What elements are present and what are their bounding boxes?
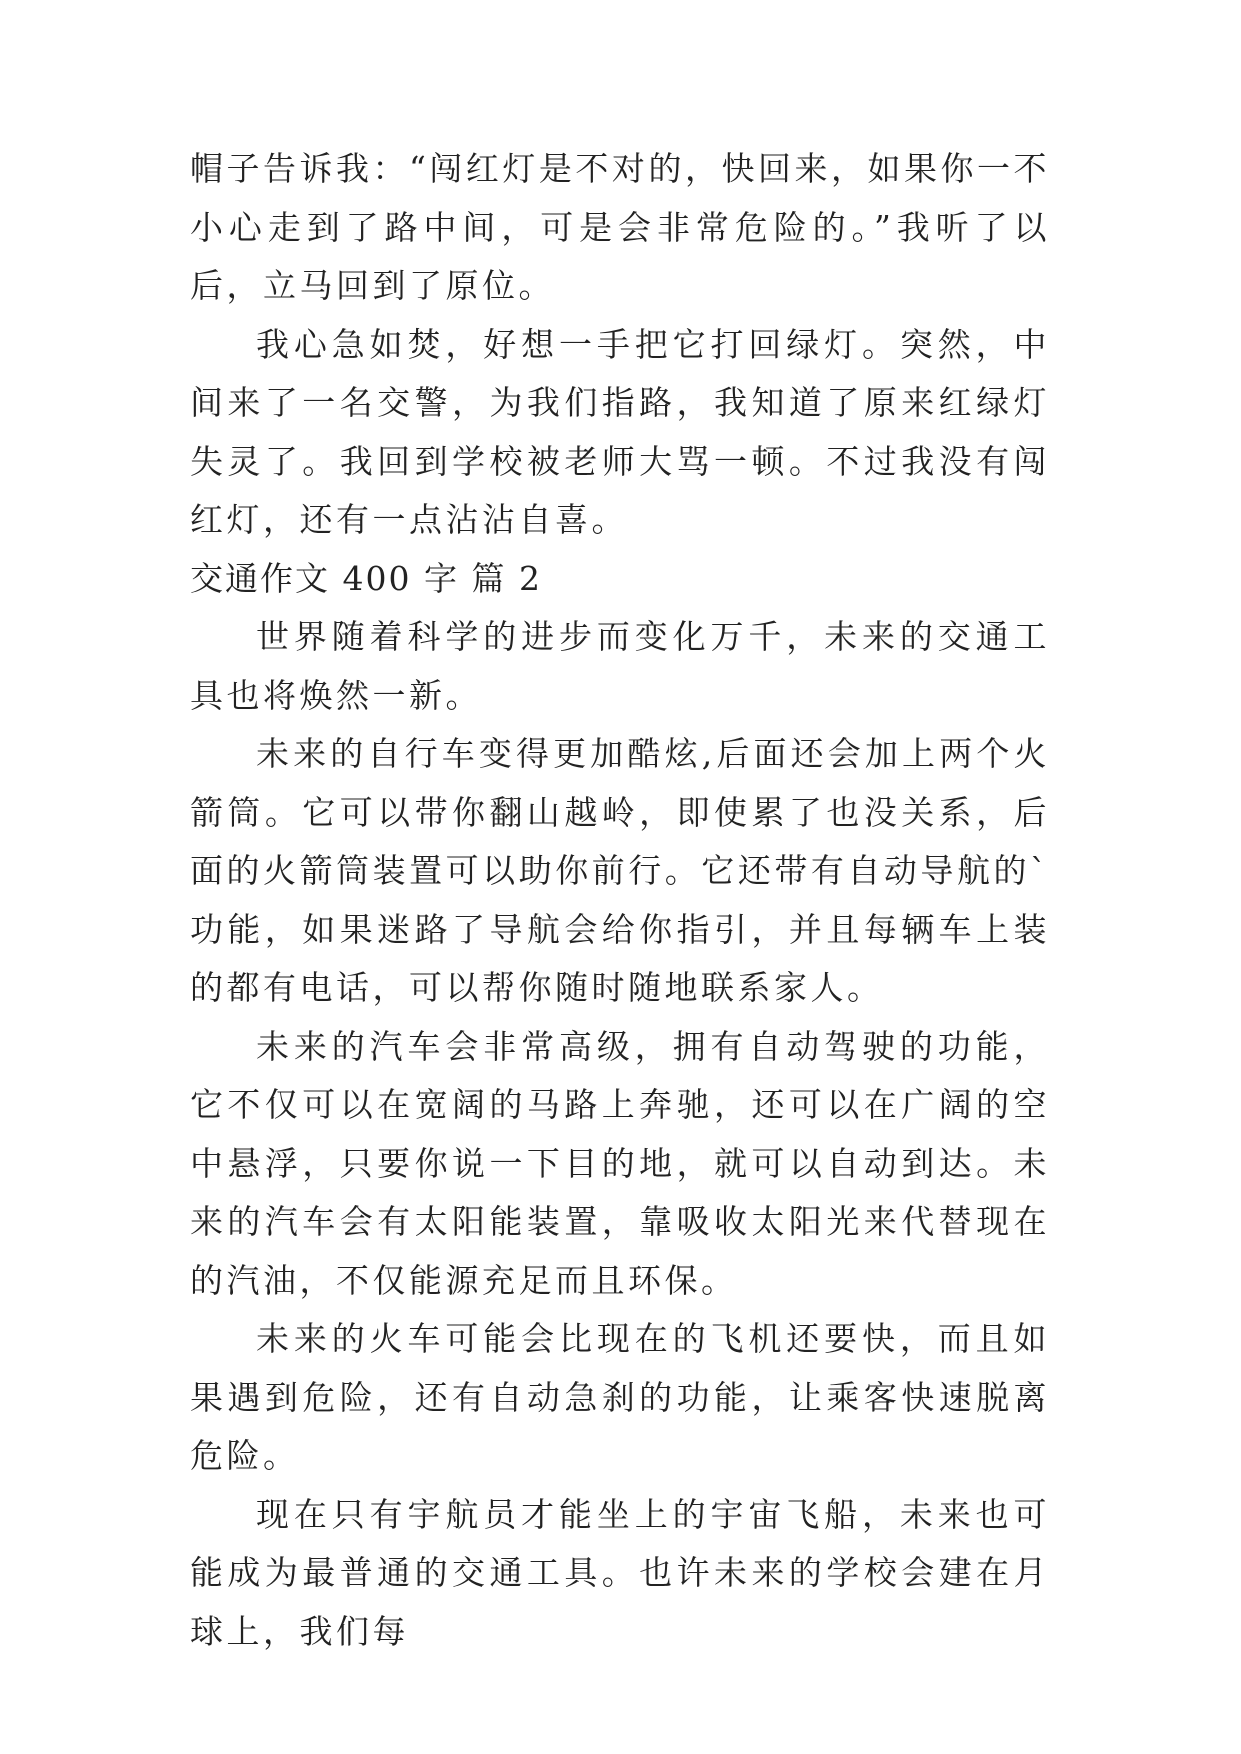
paragraph: 世界随着科学的进步而变化万千，未来的交通工具也将焕然一新。	[190, 617, 1050, 715]
paragraph: 现在只有宇航员才能坐上的宇宙飞船，未来也可能成为最普通的交通工具。也许未来的学校会建在月球上，我们每	[190, 1494, 1050, 1651]
paragraph: 未来的火车可能会比现在的飞机还要快，而且如果遇到危险，还有自动急刹的功能，让乘客快速脱离危险。	[190, 1319, 1050, 1475]
paragraph: 未来的自行车变得更加酷炫,后面还会加上两个火箭筒。它可以带你翻山越岭，即使累了也没关系，后面的火箭筒装置可以助你前行。它还带有自动导航的`功能，如果迷路了导航会给你指引，并且每辆车上装的都有电话，可以帮你随时随地联系家人。	[190, 734, 1050, 1007]
paragraph-continuation: 帽子告诉我：“闯红灯是不对的，快回来，如果你一不小心走到了路中间，可是会非常危险的。”我听了以后，立马回到了原位。	[190, 149, 1050, 305]
document-body	[190, 140, 1050, 1661]
paragraph: 未来的汽车会非常高级，拥有自动驾驶的功能，它不仅可以在宽阔的马路上奔驰，还可以在广阔的空中悬浮，只要你说一下目的地，就可以自动到达。未来的汽车会有太阳能装置，靠吸收太阳光来代替现在的汽油，不仅能源充足而且环保。	[190, 1026, 1050, 1300]
section-heading: 交通作文 400 字 篇 2	[190, 558, 542, 598]
paragraph: 我心急如焚，好想一手把它打回绿灯。突然，中间来了一名交警，为我们指路，我知道了原来红绿灯失灵了。我回到学校被老师大骂一顿。不过我没有闯红灯，还有一点沾沾自喜。	[190, 324, 1050, 539]
